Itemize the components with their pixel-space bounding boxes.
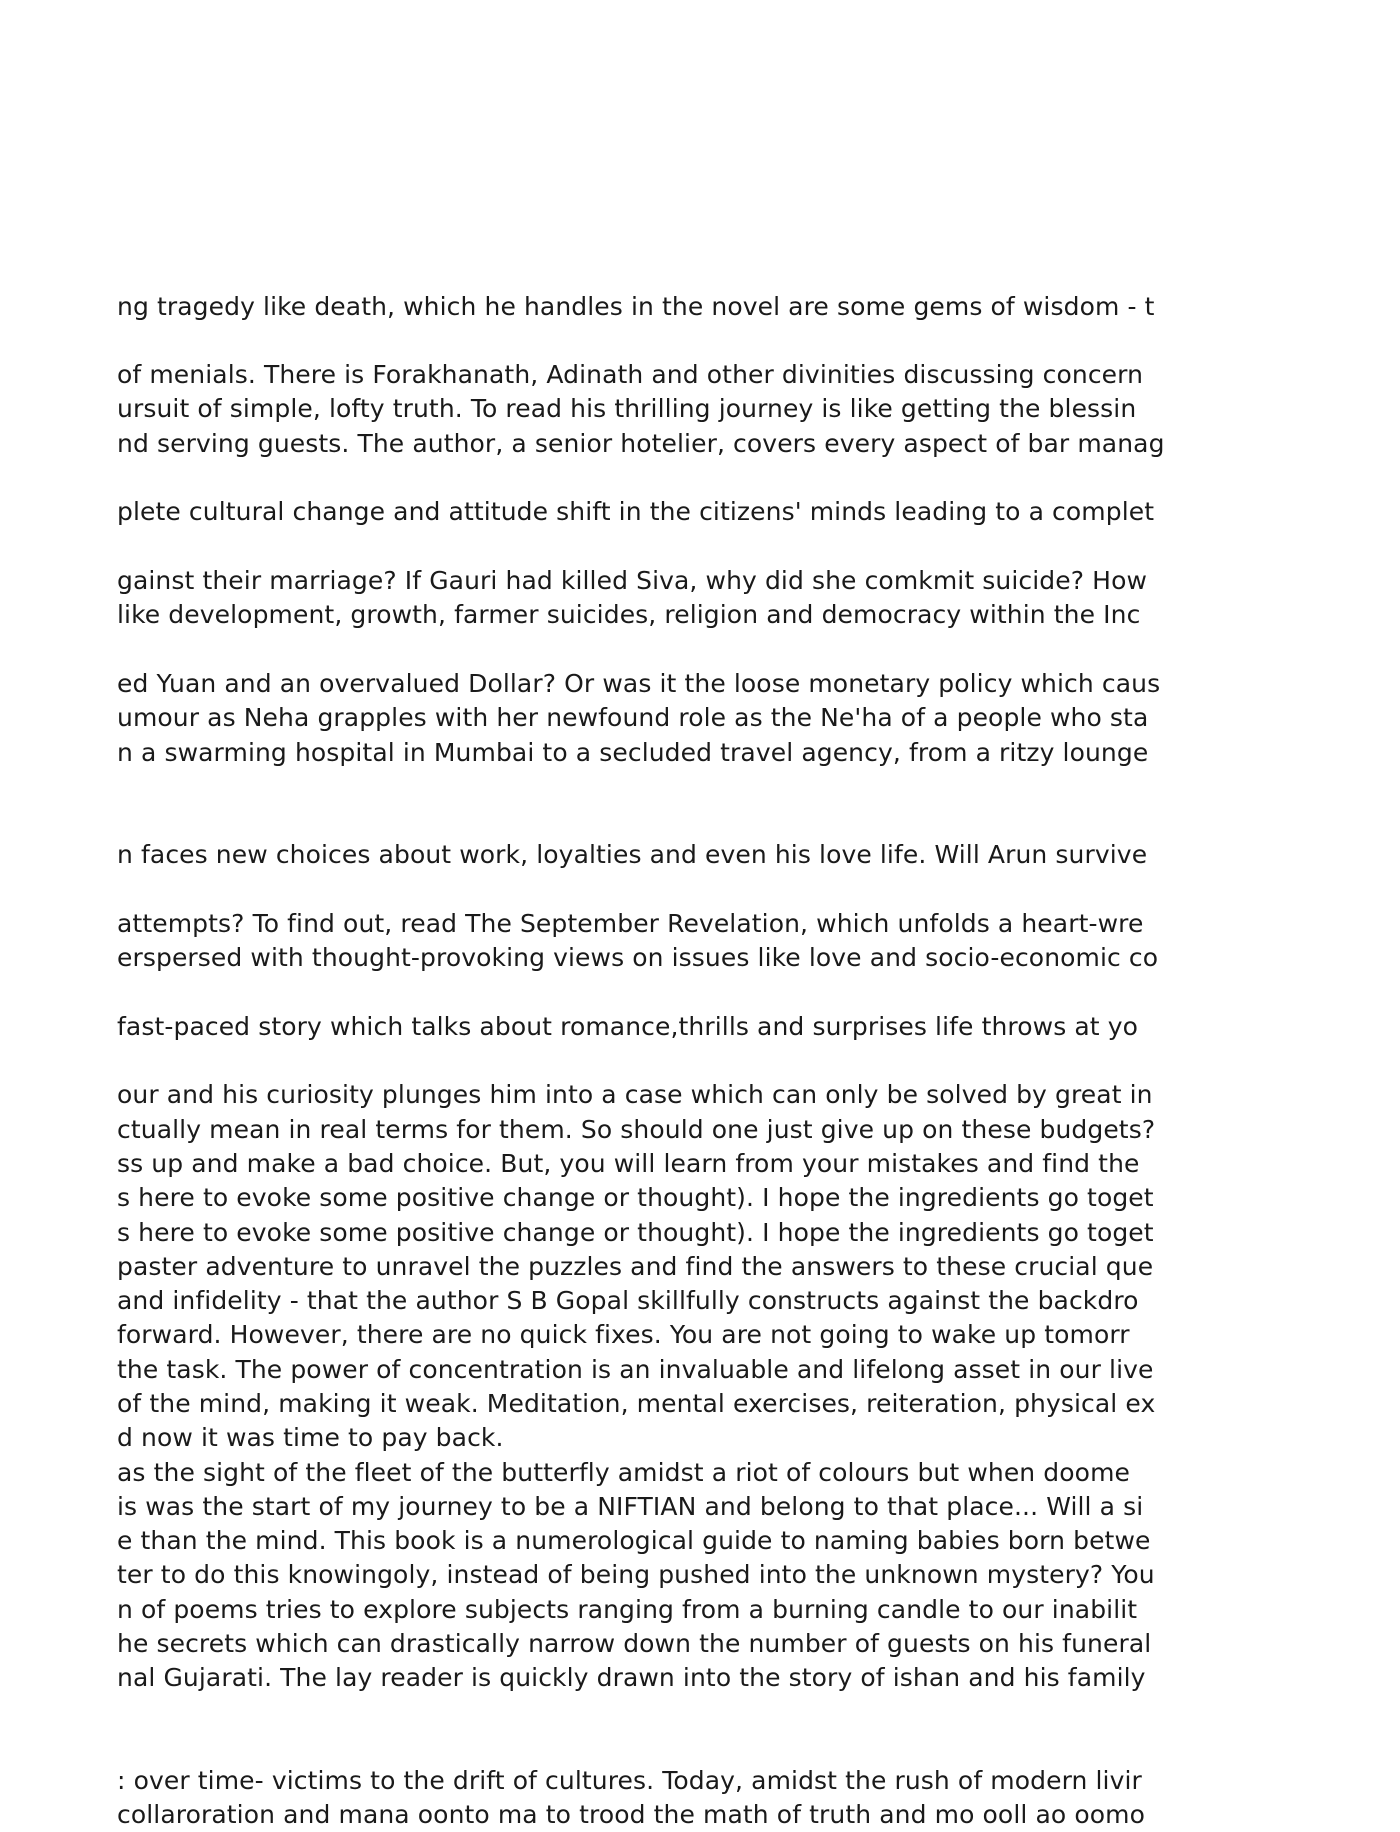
text-line: ed Yuan and an overvalued Dollar? Or was it the loose monetary policy which caus (117, 669, 1161, 698)
text-line: ter to do this knowingoly, instead of being pushed into the unknown mystery? You (117, 1560, 1155, 1589)
text-line: like development, growth, farmer suicides, religion and democracy within the Inc (117, 600, 1141, 629)
text-line: of menials. There is Forakhanath, Adinath and other divinities discussing concern (117, 360, 1144, 389)
text-line: plete cultural change and attitude shift in the citizens' minds leading to a complet (117, 497, 1155, 526)
text-line: he secrets which can drastically narrow down the number of guests on his funeral (117, 1629, 1152, 1658)
text-line: umour as Neha grapples with her newfound role as the Ne'ha of a people who sta (117, 703, 1149, 732)
text-line: ursuit of simple, lofty truth. To read his thrilling journey is like getting the blessin (117, 394, 1137, 423)
text-line: and infidelity - that the author S B Gopal skillfully constructs against the backdro (117, 1286, 1139, 1315)
text-line: d now it was time to pay back. (117, 1423, 504, 1452)
text-line: e than the mind. This book is a numerological guide to naming babies born betwe (117, 1526, 1151, 1555)
text-line: is was the start of my journey to be a NIFTIAN and belong to that place... Will a si (117, 1492, 1144, 1521)
text-line: n of poems tries to explore subjects ranging from a burning candle to our inabilit (117, 1595, 1138, 1624)
text-line: n a swarming hospital in Mumbai to a secluded travel agency, from a ritzy lounge (117, 738, 1149, 767)
text-line: attempts? To find out, read The September Revelation, which unfolds a heart-wre (117, 909, 1144, 938)
text-line: fast-paced story which talks about romance,thrills and surprises life throws at yo (117, 1012, 1139, 1041)
text-column (117, 290, 1165, 1829)
text-line: collaroration and mana oonto ma to trood the math of truth and mo ooll ao oomo (117, 1800, 1145, 1829)
text-line: s here to evoke some positive change or thought). I hope the ingredients go toget (117, 1183, 1154, 1212)
text-line: paster adventure to unravel the puzzles and find the answers to these crucial que (117, 1252, 1154, 1281)
text-line: the task. The power of concentration is an invaluable and lifelong asset in our live (117, 1355, 1154, 1384)
text-line: erspersed with thought-provoking views on issues like love and socio-economic co (117, 943, 1159, 972)
text-line: s here to evoke some positive change or thought). I hope the ingredients go toget (117, 1218, 1154, 1247)
text-line: as the sight of the fleet of the butterfly amidst a riot of colours but when doome (117, 1458, 1130, 1487)
text-line: ss up and make a bad choice. But, you will learn from your mistakes and find the (117, 1149, 1140, 1178)
text-line: : over time- victims to the drift of cultures. Today, amidst the rush of modern livir (117, 1766, 1142, 1795)
text-line: nal Gujarati. The lay reader is quickly drawn into the story of ishan and his family (117, 1663, 1146, 1692)
text-line: ng tragedy like death, which he handles in the novel are some gems of wisdom - t (117, 292, 1155, 321)
text-line: forward. However, there are no quick fixes. You are not going to wake up tomorr (117, 1320, 1130, 1349)
text-line: our and his curiosity plunges him into a case which can only be solved by great in (117, 1080, 1153, 1109)
text-line: nd serving guests. The author, a senior hotelier, covers every aspect of bar manag (117, 429, 1165, 458)
text-line: n faces new choices about work, loyalties and even his love life. Will Arun survive (117, 840, 1148, 869)
text-line: gainst their marriage? If Gauri had killed Siva, why did she comkmit suicide? How (117, 566, 1148, 595)
text-line: of the mind, making it weak. Meditation, mental exercises, reiteration, physical ex (117, 1389, 1156, 1418)
text-line: ctually mean in real terms for them. So should one just give up on these budgets? (117, 1115, 1156, 1144)
